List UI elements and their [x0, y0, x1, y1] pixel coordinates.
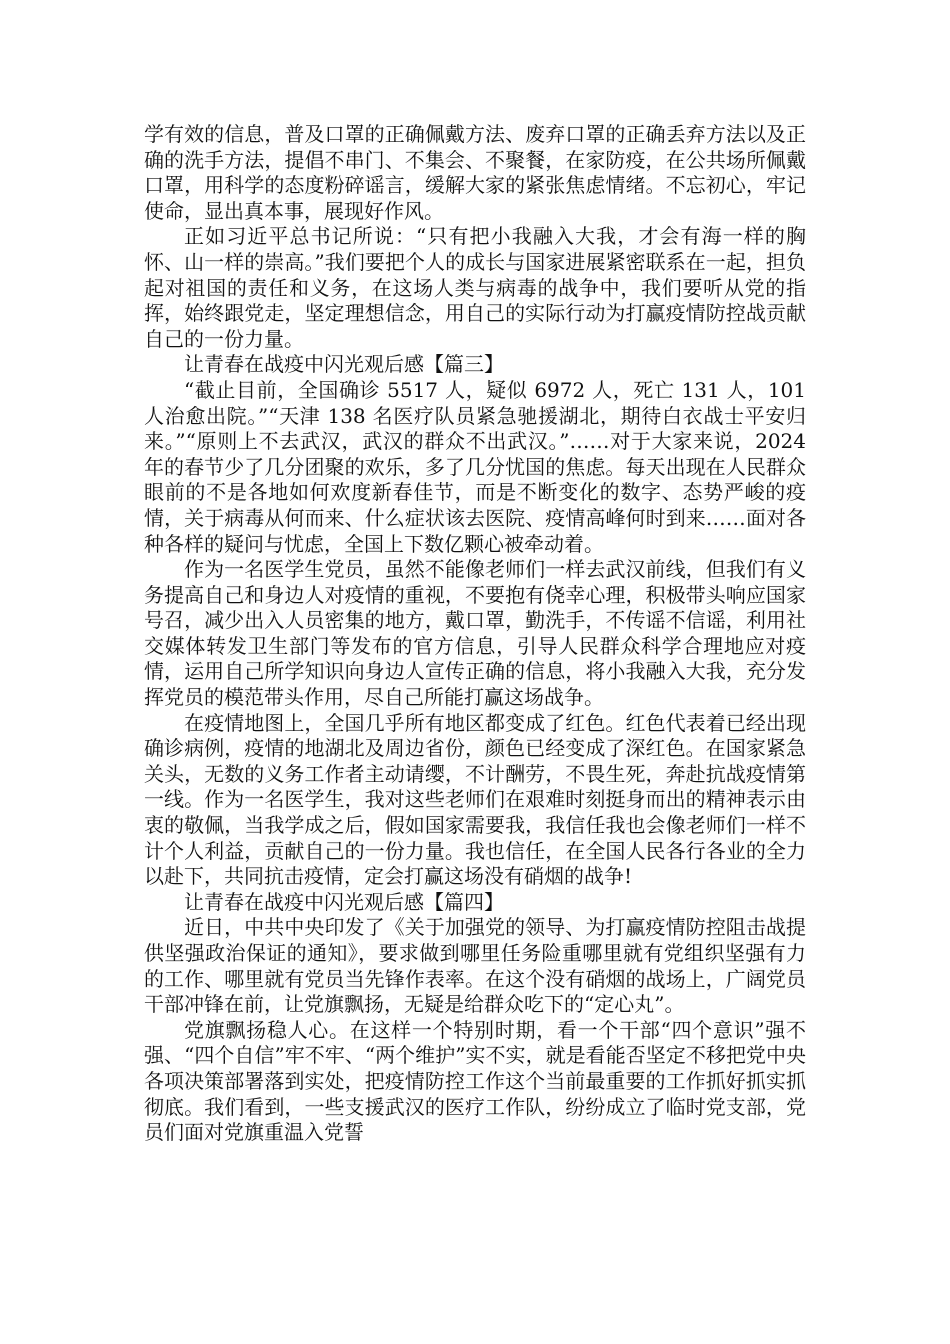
paragraph-4: 作为一名医学生党员，虽然不能像老师们一样去武汉前线，但我们有义务提高自己和身边人对疫情的重视，不要抱有侥幸心理，积极带头响应国家号召，减少出入人员密集的地方，戴口罩，勤洗手，不传谣不信谣，利用社交媒体转发卫生部门等发布的官方信息，引导人民群众科学合理地应对疫情，运用自己所学知识向身边人宣传正确的信息，将小我融入大我，充分发挥党员的模范带头作用，尽自己所能打赢这场战争。 [144, 557, 806, 710]
paragraph-5: 在疫情地图上，全国几乎所有地区都变成了红色。红色代表着已经出现确诊病例，疫情的地湖北及周边省份，颜色已经变成了深红色。在国家紧急关头，无数的义务工作者主动请缨，不计酬劳，不畏生死，奔赴抗战疫情第一线。作为一名医学生，我对这些老师们在艰难时刻挺身而出的精神表示由衷的敬佩，当我学成之后，假如国家需要我，我信任我也会像老师们一样不计个人利益，贡献自己的一份力量。我也信任，在全国人民各行各业的全力以赴下，共同抗击疫情，定会打赢这场没有硝烟的战争! [144, 710, 806, 889]
document-page [144, 122, 806, 1146]
section-heading-part-four: 让青春在战疫中闪光观后感【篇四】 [184, 889, 504, 914]
paragraph-1: 学有效的信息，普及口罩的正确佩戴方法、废弃口罩的正确丢弃方法以及正确的洗手方法，提倡不串门、不集会、不聚餐，在家防疫，在公共场所佩戴口罩，用科学的态度粉碎谣言，缓解大家的紧张焦虑情绪。不忘初心，牢记使命，显出真本事，展现好作风。 [144, 122, 806, 223]
paragraph-6: 近日，中共中央印发了《关于加强党的领导、为打赢疫情防控阻击战提供坚强政治保证的通知》，要求做到哪里任务险重哪里就有党组织坚强有力的工作、哪里就有党员当先锋作表率。在这个没有硝烟的战场上，广阔党员干部冲锋在前，让党旗飘扬，无疑是给群众吃下的“定心丸”。 [144, 915, 806, 1017]
paragraph-7: 党旗飘扬稳人心。在这样一个特别时期，看一个干部“四个意识”强不强、“四个自信”牢不牢、“两个维护”实不实，就是看能否坚定不移把党中央各项决策部署落到实处，把疫情防控工作这个当前最重要的工作抓好抓实抓彻底。我们看到，一些支援武汉的医疗工作队，纷纷成立了临时党支部，党员们面对党旗重温入党誓 [144, 1017, 806, 1145]
paragraph-2: 正如习近平总书记所说：“只有把小我融入大我，才会有海一样的胸怀、山一样的崇高。”我们要把个人的成长与国家进展紧密联系在一起，担负起对祖国的责任和义务，在这场人类与病毒的战争中，我们要听从党的指挥，始终跟党走，坚定理想信念，用自己的实际行动为打赢疫情防控战贡献自己的一份力量。 [144, 224, 806, 351]
section-heading-part-three: 让青春在战疫中闪光观后感【篇三】 [184, 352, 504, 377]
paragraph-3: “截止目前，全国确诊 5517 人，疑似 6972 人，死亡 131 人，101 人治愈出院。”“天津 138 名医疗队员紧急驰援湖北，期待白衣战士平安归来。”“原则上不去武汉，武汉的群众不出武汉。”……对于大家来说，2024 年的春节少了几分团聚的欢乐，多了几分忧国的焦虑。每天出现在人民群众眼前的不是各地如何欢度新春佳节，而是不断变化的数字、态势严峻的疫情，关于病毒从何而来、什么症状该去医院、疫情高峰何时到来……面对各种各样的疑问与忧虑，全国上下数亿颗心被牵动着。 [144, 377, 806, 556]
